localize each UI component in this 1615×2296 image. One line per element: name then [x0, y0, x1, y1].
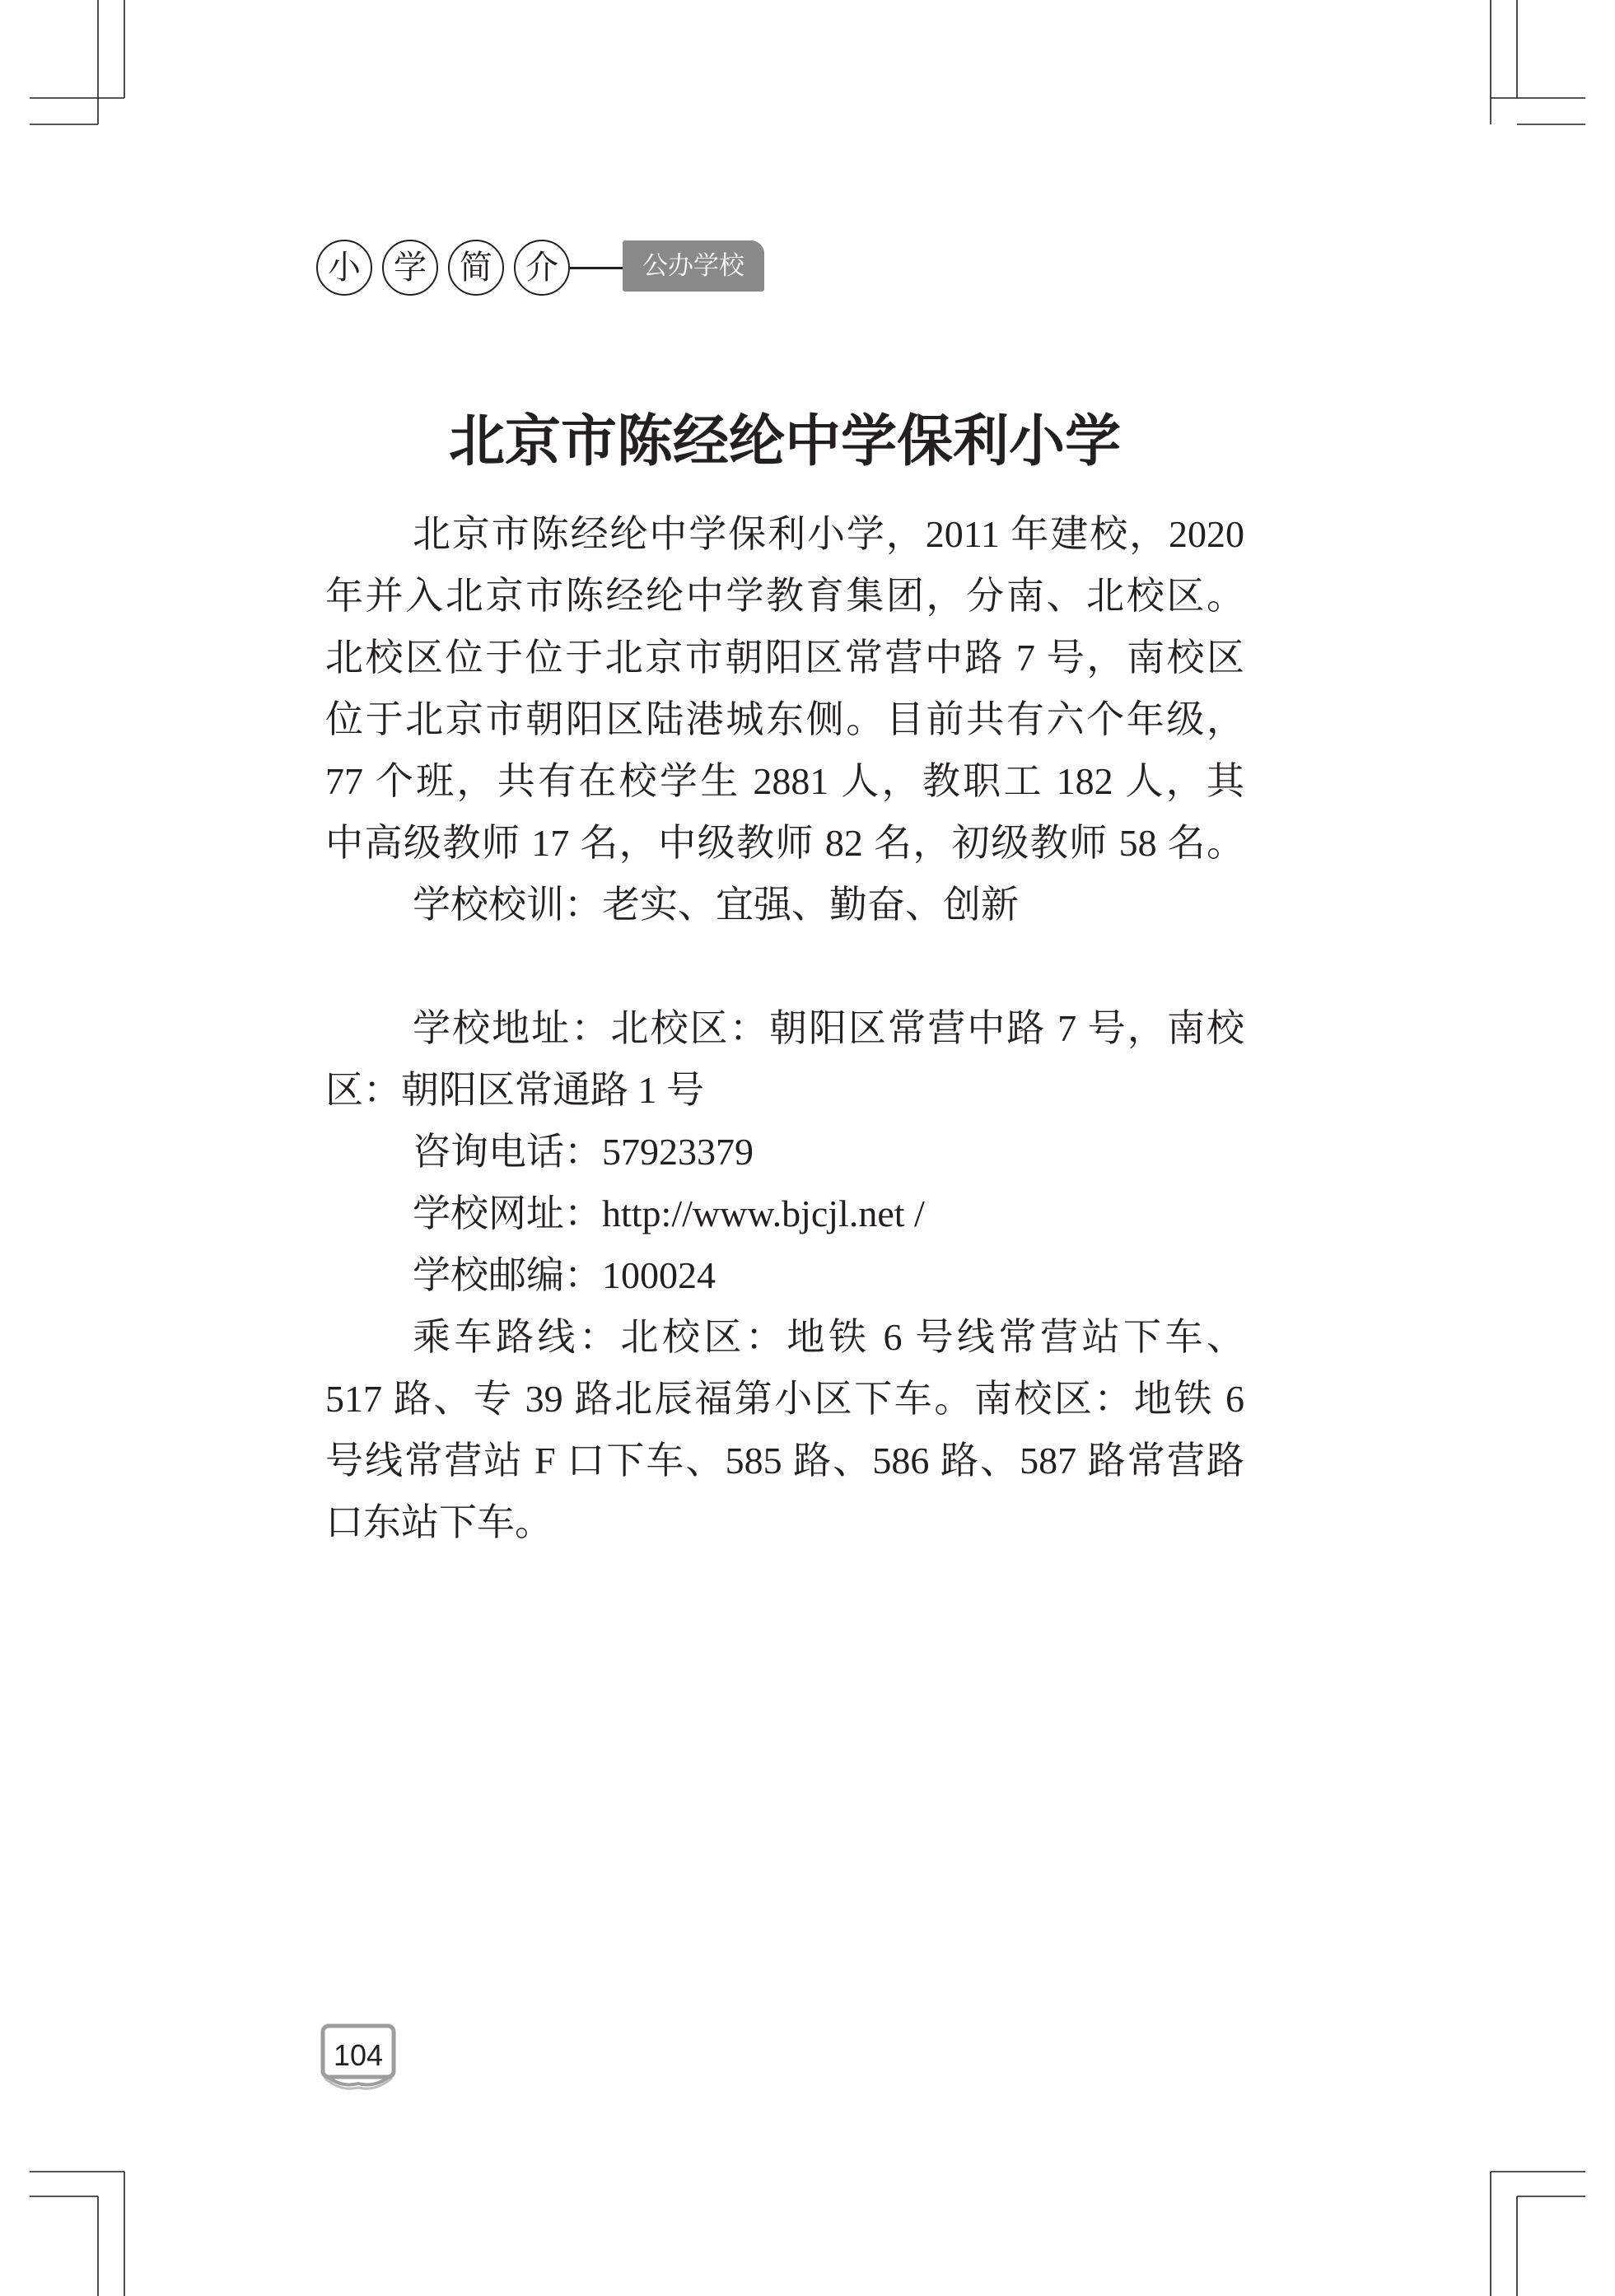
route-line: 口东站下车。 — [325, 1501, 553, 1543]
paragraph-spacer — [325, 936, 1244, 997]
category-tag: 公办学校 — [623, 240, 764, 292]
phone-line: 咨询电话：57923379 — [413, 1131, 754, 1173]
header-connector-line — [570, 267, 623, 269]
school-motto: 学校校训：老实、宜强、勤奋、创新 — [413, 884, 1019, 926]
page-title: 北京市陈经纶中学保利小学 — [448, 409, 1121, 474]
address-line: 学校地址：北校区：朝阳区常营中路 7 号，南校 — [413, 1007, 1244, 1049]
circled-char: 简 — [448, 240, 504, 296]
route-line: 号线常营站 F 口下车、585 路、586 路、587 路常营路 — [325, 1440, 1244, 1482]
intro-line: 北校区位于位于北京市朝阳区常营中路 7 号，南校区 — [325, 637, 1244, 679]
school-description — [325, 503, 1244, 1553]
section-header — [0, 0, 1615, 329]
page-number: 104 — [333, 2038, 384, 2072]
address-line: 区：朝阳区常通路 1 号 — [325, 1069, 704, 1111]
intro-line: 位于北京市朝阳区陆港城东侧。目前共有六个年级， — [325, 698, 1244, 740]
route-line: 517 路、专 39 路北辰福第小区下车。南校区：地铁 6 — [325, 1378, 1244, 1420]
intro-line: 年并入北京市陈经纶中学教育集团，分南、北校区。 — [325, 575, 1244, 617]
website-line: 学校网址：http://www.bjcjl.net / — [413, 1192, 925, 1234]
circled-char: 小 — [316, 240, 372, 296]
intro-line: 北京市陈经纶中学保利小学，2011 年建校，2020 — [413, 513, 1244, 555]
postcode-line: 学校邮编：100024 — [413, 1254, 716, 1296]
intro-line: 中高级教师 17 名，中级教师 82 名，初级教师 58 名。 — [325, 822, 1244, 864]
route-line: 乘车路线：北校区：地铁 6 号线常营站下车、 — [413, 1316, 1244, 1358]
intro-line: 77 个班，共有在校学生 2881 人，教职工 182 人，其 — [325, 760, 1244, 802]
circled-char: 学 — [382, 240, 438, 296]
circled-char: 介 — [514, 240, 570, 296]
